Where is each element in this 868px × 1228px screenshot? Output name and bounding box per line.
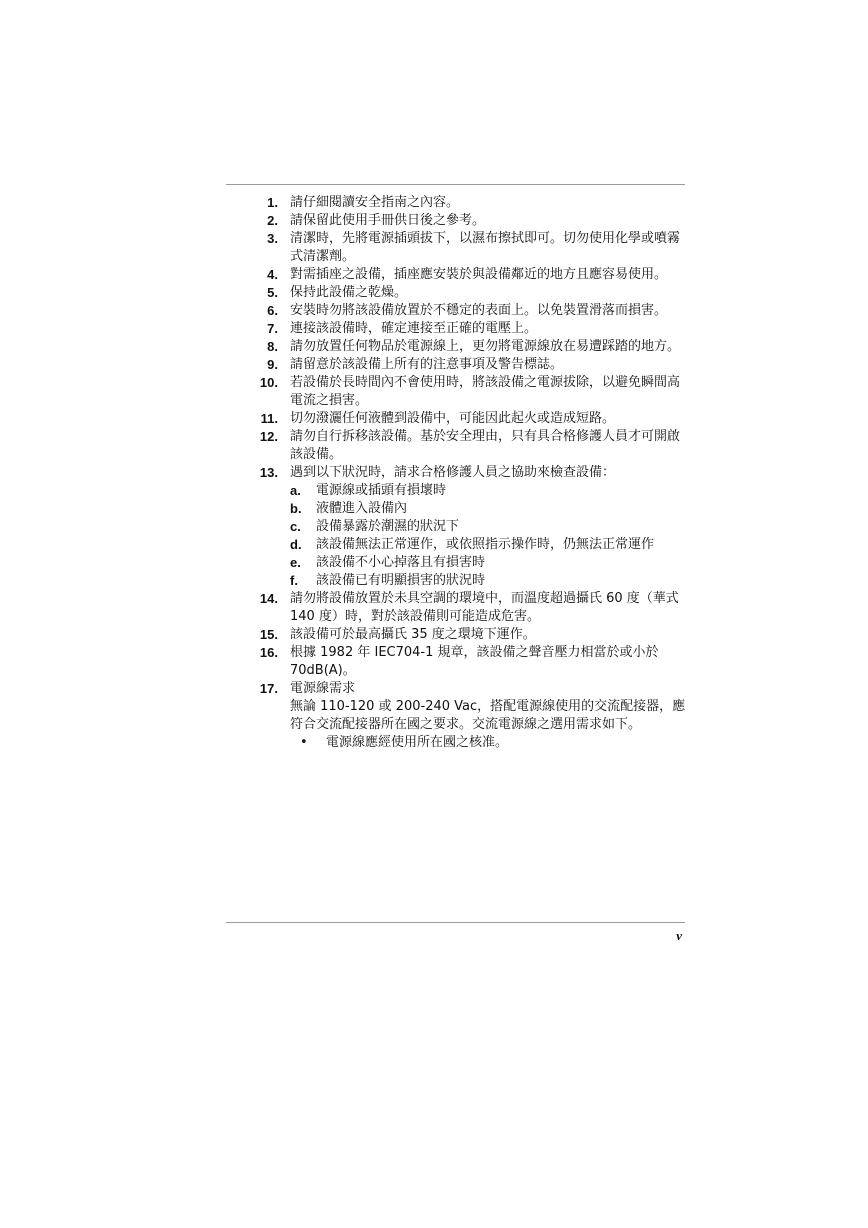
list-item (226, 428, 686, 464)
item-text: 切勿潑灑任何液體到設備中，可能因此起火或造成短路。 (290, 411, 616, 426)
item-text: 保持此設備之乾燥。 (290, 285, 408, 300)
sub-list-item (290, 518, 686, 536)
item-number: 10. (259, 375, 278, 390)
sub-item-text: 該設備已有明顯損害的狀況時 (316, 573, 486, 588)
item-number: 4. (267, 267, 278, 282)
list-item (226, 266, 686, 284)
item-text: 請勿將設備放置於未具空調的環境中，而溫度超過攝氏 60 度（華式 140 度）時，對於該設備則可能造成危害。 (290, 591, 679, 624)
item-number: 7. (267, 321, 278, 336)
bullet-icon: • (300, 735, 308, 750)
list-item (226, 680, 686, 752)
item-text: 請留意於該設備上所有的注意事項及警告標誌。 (290, 357, 564, 372)
item-number: 8. (267, 339, 278, 354)
sub-item-text: 設備暴露於潮濕的狀況下 (316, 519, 460, 534)
item-text: 電源線需求 (290, 681, 356, 696)
list-item (226, 284, 686, 302)
header-rule (226, 184, 685, 185)
sub-list-item (290, 536, 686, 554)
item-number: 11. (260, 411, 278, 426)
item-number: 16. (259, 645, 278, 660)
list-item (226, 194, 686, 212)
sub-item-letter: d. (290, 537, 302, 552)
item-number: 9. (267, 357, 278, 372)
item-text: 遇到以下狀況時，請求合格修護人員之協助來檢查設備： (290, 465, 616, 480)
item-number: 12. (259, 429, 278, 444)
sub-item-letter: c. (290, 519, 301, 534)
sub-item-letter: e. (290, 555, 301, 570)
list-item (226, 338, 686, 356)
safety-instructions-list (226, 194, 686, 752)
item-number: 6. (267, 303, 278, 318)
sub-item-text: 液體進入設備內 (316, 501, 408, 516)
item-number: 1. (267, 195, 278, 210)
item-text: 請仔細閱讀安全指南之內容。 (290, 195, 460, 210)
item-text: 請勿自行拆移該設備。基於安全理由，只有具合格修護人員才可開啟該設備。 (290, 429, 681, 462)
sub-item-text: 電源線或插頭有損壞時 (316, 483, 447, 498)
item-text: 請勿放置任何物品於電源線上，更勿將電源線放在易遭踩踏的地方。 (290, 339, 681, 354)
list-item (226, 464, 686, 590)
item-text: 若設備於長時間內不會使用時，將該設備之電源拔除，以避免瞬間高電流之損害。 (290, 375, 681, 408)
item-number: 14. (259, 591, 278, 606)
bullet-item (290, 734, 686, 752)
list-item (226, 320, 686, 338)
sub-item-letter: a. (290, 483, 301, 498)
list-item (226, 230, 686, 266)
item-text: 根據 1982 年 IEC704-1 規章，該設備之聲音壓力相當於或小於 70dB(A)。 (290, 645, 659, 678)
item-number: 3. (267, 231, 278, 246)
sub-item-letter: f. (290, 573, 298, 588)
list-item (226, 302, 686, 320)
item-text: 安裝時勿將該設備放置於不穩定的表面上。以免裝置滑落而損害。 (290, 303, 668, 318)
item-text: 該設備可於最高攝氏 35 度之環境下運作。 (290, 627, 536, 642)
list-item (226, 590, 686, 626)
list-item (226, 410, 686, 428)
list-item (226, 212, 686, 230)
sub-list-item (290, 572, 686, 590)
item-number: 15. (259, 627, 278, 642)
item-text: 對需插座之設備，插座應安裝於與設備鄰近的地方且應容易使用。 (290, 267, 668, 282)
bullet-text: 電源線應經使用所在國之核准。 (326, 735, 509, 750)
list-item (226, 644, 686, 680)
sub-item-text: 該設備無法正常運作，或依照指示操作時，仍無法正常運作 (316, 537, 655, 552)
power-cord-paragraph: 無論 110-120 或 200-240 Vac，搭配電源線使用的交流配接器，應符合交流配接器所在國之要求。交流電源線之選用需求如下。 (290, 699, 686, 732)
item-number: 13. (259, 465, 278, 480)
sub-list-item (290, 482, 686, 500)
list-item (226, 626, 686, 644)
item-number: 5. (267, 285, 278, 300)
item-number: 2. (267, 213, 278, 228)
list-item (226, 356, 686, 374)
item-text: 清潔時，先將電源插頭拔下，以濕布擦拭即可。切勿使用化學或噴霧式清潔劑。 (290, 231, 681, 264)
sub-item-letter: b. (290, 501, 302, 516)
item-text: 請保留此使用手冊供日後之參考。 (290, 213, 486, 228)
sub-item-text: 該設備不小心掉落且有損害時 (316, 555, 486, 570)
item-number: 17. (259, 681, 278, 696)
page-number: v (676, 928, 682, 943)
sub-list-item (290, 500, 686, 518)
sub-list-item (290, 554, 686, 572)
item-text: 連接該設備時，確定連接至正確的電壓上。 (290, 321, 538, 336)
list-item (226, 374, 686, 410)
footer-rule (226, 922, 685, 923)
